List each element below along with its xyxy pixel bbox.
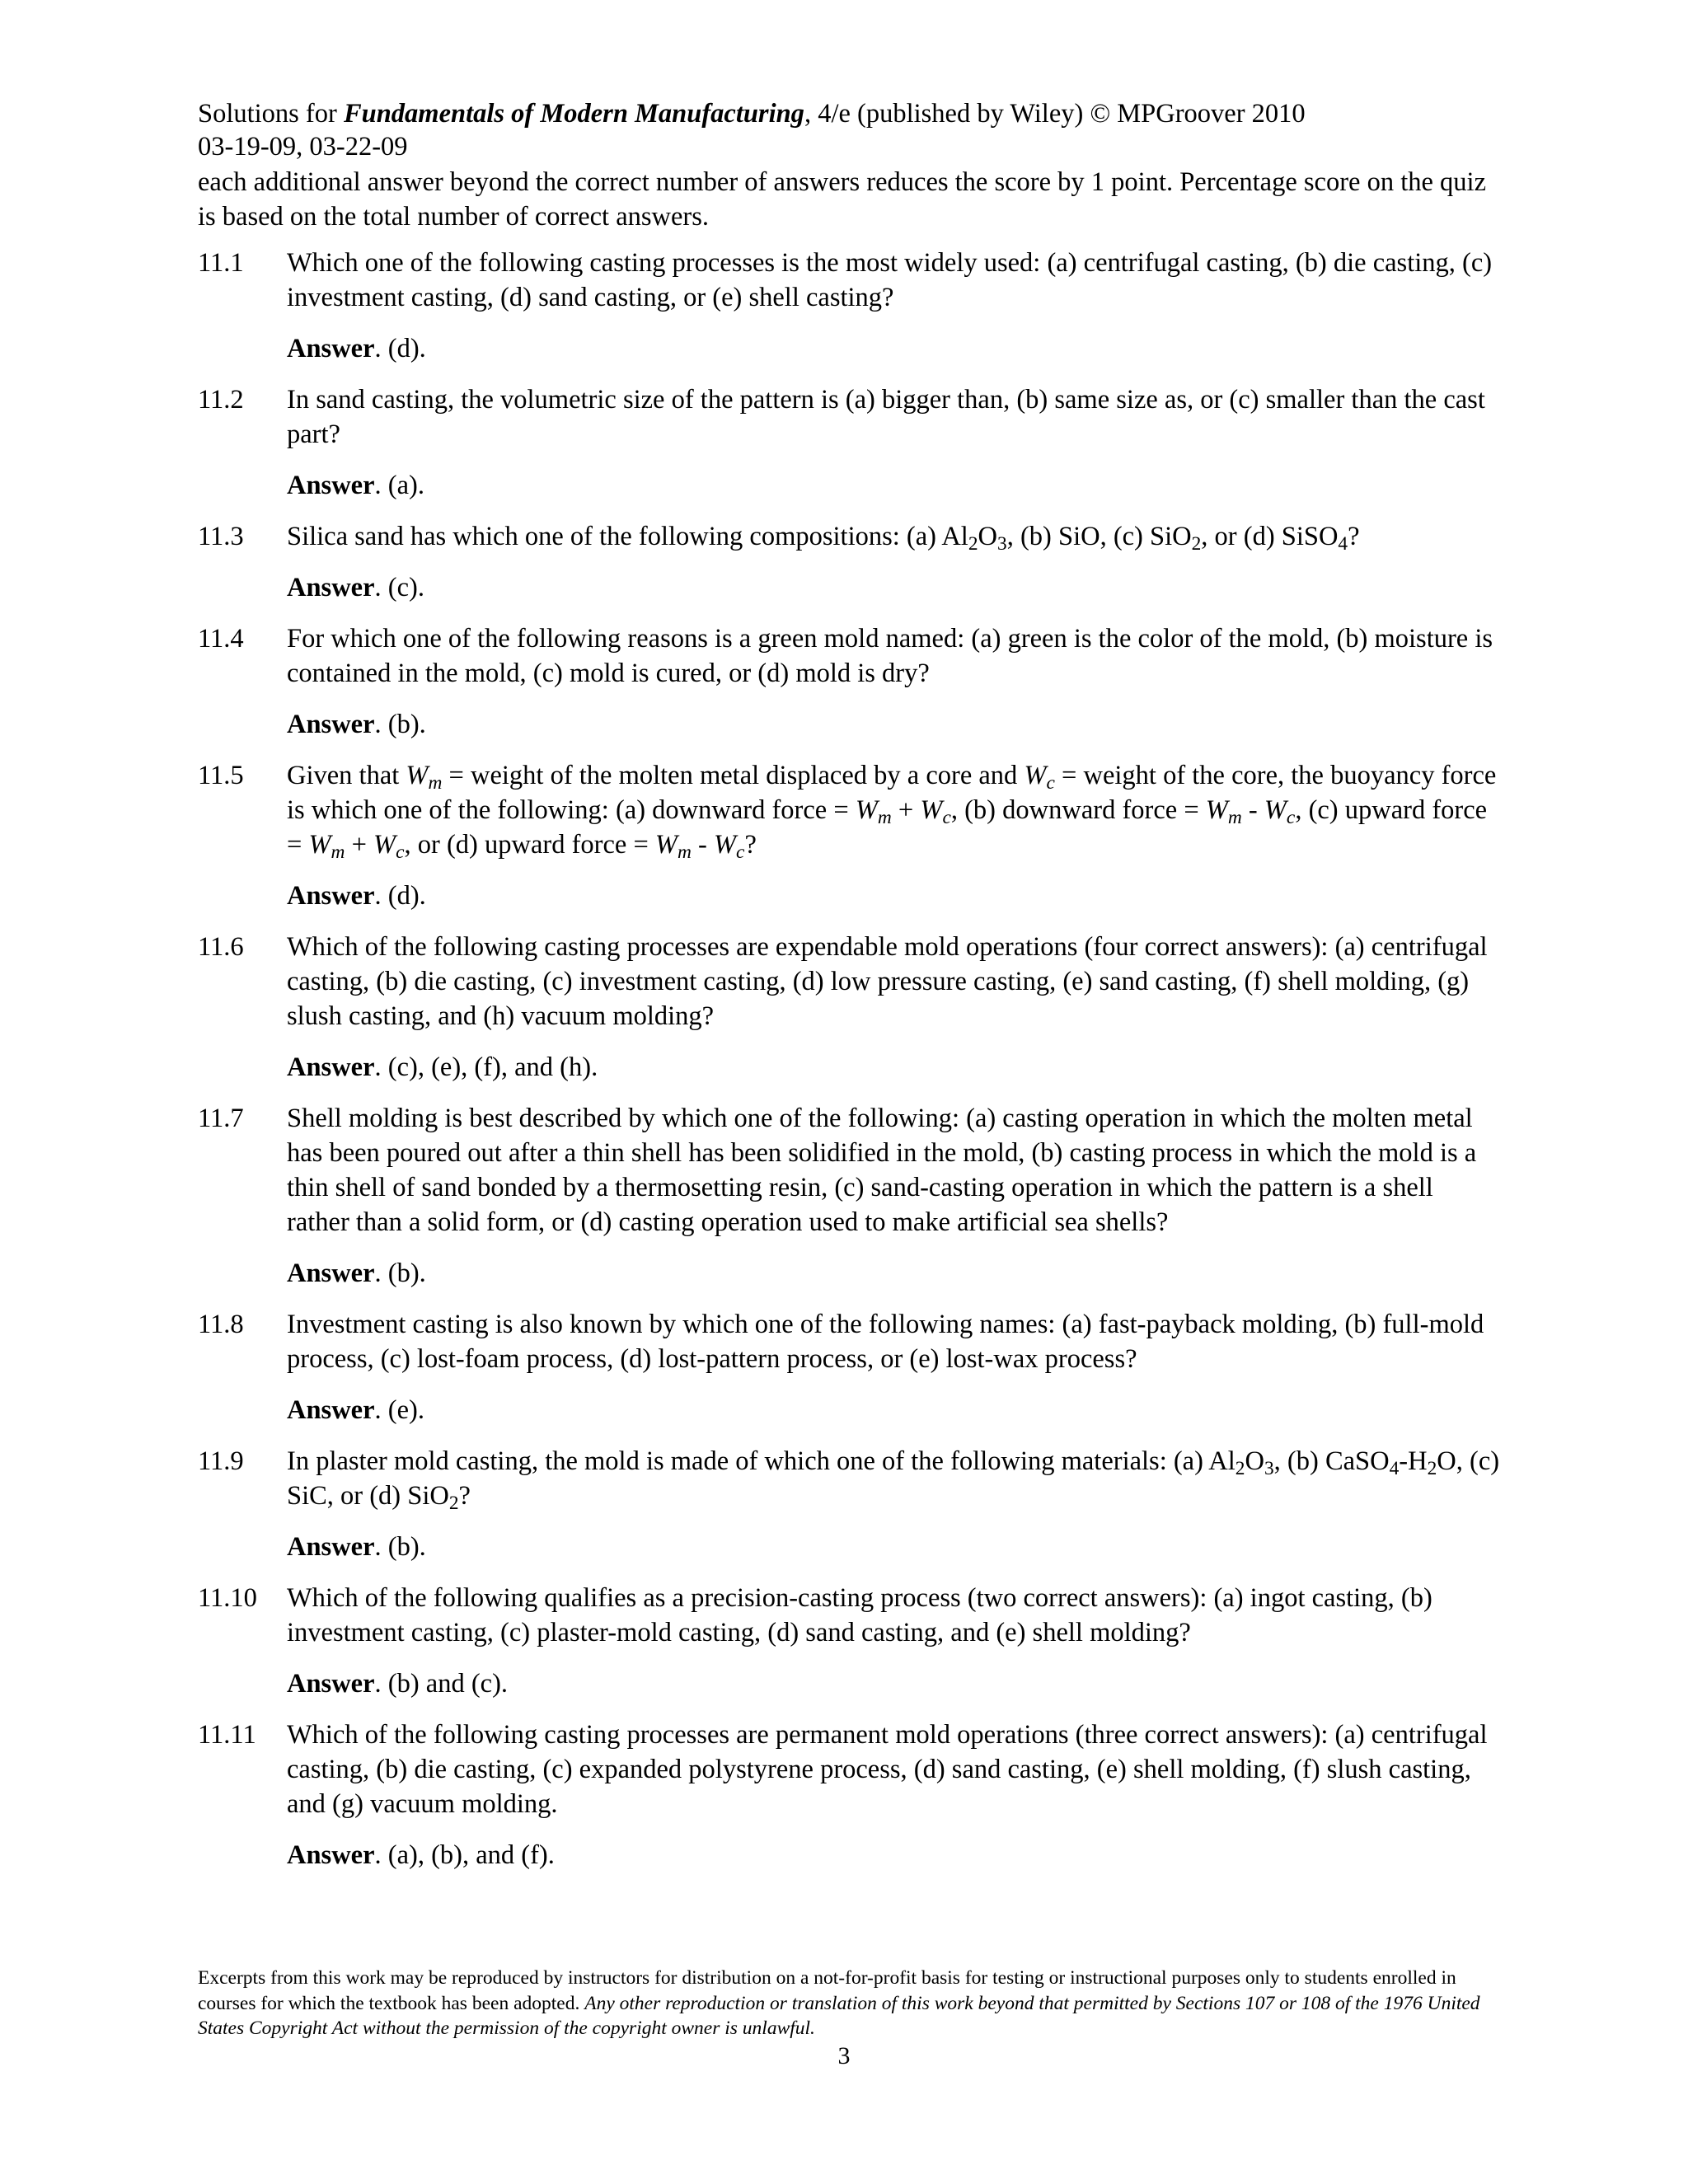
answer-line: [287, 570, 1500, 605]
question-item: [198, 621, 1500, 691]
answer-line: [287, 331, 1500, 366]
answer-line: [287, 1256, 1500, 1291]
question-number: 11.6: [198, 932, 244, 962]
intro-paragraph: each additional answer beyond the correct number of answers reduces the score by 1 point. Percentage score on the quiz is based on the total number of correct answers.: [198, 167, 1487, 232]
question-item: [198, 1444, 1500, 1513]
question-item: [198, 1581, 1500, 1650]
question-item: [198, 1718, 1500, 1821]
text-run: = weight of the molten metal displaced by a core and: [442, 761, 1025, 790]
question-item: [198, 1101, 1500, 1240]
subscript: 4: [1338, 532, 1348, 555]
text-run: -: [691, 830, 714, 860]
answer-value: . (a).: [374, 471, 424, 500]
variable: W: [1024, 761, 1047, 790]
question-item: [198, 1307, 1500, 1376]
answer-label: Answer: [287, 881, 375, 911]
subscript: 3: [1264, 1457, 1274, 1479]
question-number: 11.8: [198, 1310, 244, 1339]
subscript: m: [428, 771, 443, 794]
header-book-title: Fundamentals of Modern Manufacturing: [343, 99, 804, 129]
question-text: Which of the following casting processes are expendable mold operations (four correct answers): (a) centrifugal casting, (b) die casting, (c) investment casting, (d) low pressure casting, (e) sand casting, (f) shell molding, (g) slush casting, and (h) vacuum molding?: [287, 932, 1488, 1031]
text-run: +: [345, 830, 374, 860]
text-run: In plaster mold casting, the mold is made of which one of the following materials: (a) Al: [287, 1446, 1236, 1476]
subscript: 2: [448, 1492, 459, 1514]
answer-line: [287, 1530, 1500, 1564]
text-run: , (b) SiO, (c) SiO: [1006, 522, 1192, 551]
text-run: , or (d) upward force =: [404, 830, 655, 860]
header-dates: 03-19-09, 03-22-09: [198, 132, 408, 162]
page-header: [198, 97, 1492, 163]
answer-label: Answer: [287, 573, 375, 602]
subscript: 2: [968, 532, 978, 555]
answer-label: Answer: [287, 1052, 375, 1082]
copyright-footer: [198, 1966, 1492, 2041]
question-text: Shell molding is best described by which one of the following: (a) casting operation in which the molten metal has been poured out after a thin shell has been solidified in the mold, (b) casting process in which the mold is a thin shell of sand bonded by a thermosetting resin, (c) sand-casting operation in which the pattern is a shell rather than a solid form, or (d) casting operation used to make artificial sea shells?: [287, 1104, 1477, 1237]
text-run: -H: [1399, 1446, 1428, 1476]
answer-line: [287, 1393, 1500, 1427]
answer-value: . (c), (e), (f), and (h).: [374, 1052, 598, 1082]
question-number: 11.10: [198, 1583, 257, 1613]
variable: W: [1264, 795, 1287, 825]
answer-value: . (d).: [374, 881, 426, 911]
text-run: O: [1245, 1446, 1264, 1476]
answer-label: Answer: [287, 1258, 375, 1288]
variable: W: [1205, 795, 1228, 825]
text-run: , (c) upward force =: [287, 795, 1488, 860]
answer-value: . (b) and (c).: [374, 1669, 509, 1699]
answer-value: . (c).: [374, 573, 424, 602]
answer-label: Answer: [287, 1532, 375, 1562]
question-item: [198, 519, 1500, 554]
text-run: -: [1241, 795, 1264, 825]
question-number: 11.4: [198, 624, 244, 654]
question-number: 11.1: [198, 248, 244, 278]
answer-label: Answer: [287, 1395, 375, 1425]
variable: W: [920, 795, 943, 825]
question-text: Which of the following casting processes are permanent mold operations (three correct answers): (a) centrifugal casting, (b) die casting, (c) expanded polystyrene process, (d) sand casting, (e) shell molding, (f) slush casting, and (g) vacuum molding.: [287, 1720, 1488, 1819]
question-text: Which of the following qualifies as a precision-casting process (two correct answers): (a) ingot casting, (b) investment casting, (c) plaster-mold casting, (d) sand casting, and (e) shell molding?: [287, 1583, 1432, 1647]
question-list: [198, 246, 1500, 1889]
subscript: c: [942, 806, 951, 828]
answer-value: . (b).: [374, 1258, 426, 1288]
header-prefix: Solutions for: [198, 99, 344, 129]
header-title-line: [198, 97, 1492, 130]
answer-line: [287, 1666, 1500, 1701]
question-text: [287, 758, 1500, 862]
answer-value: . (d).: [374, 334, 426, 363]
subscript: 4: [1389, 1457, 1400, 1479]
question-item: [198, 930, 1500, 1033]
text-run: ?: [1348, 522, 1360, 551]
answer-label: Answer: [287, 1669, 375, 1699]
text-run: , (b) downward force =: [950, 795, 1206, 825]
text-run: , or (d) SiSO: [1201, 522, 1339, 551]
question-text: [287, 519, 1500, 554]
subscript: c: [736, 841, 745, 863]
answer-line: [287, 707, 1500, 742]
footer-italic-text: Any other reproduction or translation of this work beyond that permitted by Sections 107 or 108 of the 1976 United States Copyright Act without the permission of the copyright owner is unlawful.: [198, 1992, 1480, 2039]
subscript: 3: [997, 532, 1007, 555]
subscript: c: [1286, 806, 1296, 828]
variable: W: [654, 830, 678, 860]
question-text: In sand casting, the volumetric size of the pattern is (a) bigger than, (b) same size as, or (c) smaller than the cast part?: [287, 385, 1485, 449]
answer-line: [287, 1050, 1500, 1085]
answer-label: Answer: [287, 710, 375, 739]
question-text: [287, 1444, 1500, 1513]
variable: W: [713, 830, 737, 860]
question-number: 11.7: [198, 1104, 244, 1133]
subscript: c: [1046, 771, 1055, 794]
subscript: m: [677, 841, 692, 863]
answer-value: . (b).: [374, 1532, 426, 1562]
question-text: Which one of the following casting processes is the most widely used: (a) centrifugal casting, (b) die casting, (c) investment casting, (d) sand casting, or (e) shell casting?: [287, 248, 1493, 312]
page-number: 3: [837, 2042, 851, 2069]
question-number: 11.9: [198, 1446, 244, 1476]
question-number: 11.11: [198, 1720, 256, 1750]
header-suffix: , 4/e (published by Wiley) © MPGroover 2010: [804, 99, 1306, 129]
subscript: c: [396, 841, 405, 863]
question-item: [198, 758, 1500, 862]
answer-value: . (e).: [374, 1395, 424, 1425]
answer-label: Answer: [287, 334, 375, 363]
answer-line: [287, 468, 1500, 503]
text-run: ?: [458, 1481, 471, 1511]
text-run: Silica sand has which one of the following compositions: (a) Al: [287, 522, 968, 551]
subscript: m: [331, 841, 345, 863]
answer-line: [287, 879, 1500, 913]
text-run: ?: [744, 830, 757, 860]
question-item: [198, 382, 1500, 452]
answer-value: . (a), (b), and (f).: [374, 1840, 555, 1870]
text-run: , (b) CaSO: [1273, 1446, 1390, 1476]
variable: W: [373, 830, 396, 860]
subscript: 2: [1427, 1457, 1437, 1479]
answer-value: . (b).: [374, 710, 426, 739]
subscript: m: [1227, 806, 1242, 828]
question-number: 11.3: [198, 522, 244, 551]
text-run: O, (c) SiC, or (d) SiO: [287, 1446, 1500, 1511]
subscript: 2: [1235, 1457, 1245, 1479]
subscript: 2: [1191, 532, 1202, 555]
answer-line: [287, 1838, 1500, 1872]
variable: W: [308, 830, 331, 860]
subscript: m: [877, 806, 892, 828]
footer-regular-text: Excerpts from this work may be reproduced by instructors for distribution on a not-for-profit basis for testing or instructional purposes only to students enrolled in courses for which the textbook has been adopted.: [198, 1967, 1456, 2014]
question-number: 11.5: [198, 761, 244, 790]
answer-label: Answer: [287, 471, 375, 500]
variable: W: [855, 795, 878, 825]
text-run: = weight of the core, the buoyancy force is which one of the following: (a) downward force =: [287, 761, 1497, 825]
answer-label: Answer: [287, 1840, 375, 1870]
variable: W: [406, 761, 429, 790]
question-text: Investment casting is also known by which one of the following names: (a) fast-payback molding, (b) full-mold process, (c) lost-foam process, (d) lost-pattern process, or (e) lost-wax process?: [287, 1310, 1484, 1374]
text-run: O: [978, 522, 998, 551]
question-number: 11.2: [198, 385, 244, 415]
question-item: [198, 246, 1500, 315]
text-run: +: [891, 795, 921, 825]
text-run: Given that: [287, 761, 406, 790]
question-text: For which one of the following reasons is a green mold named: (a) green is the color of the mold, (b) moisture is contained in the mold, (c) mold is cured, or (d) mold is dry?: [287, 624, 1493, 688]
